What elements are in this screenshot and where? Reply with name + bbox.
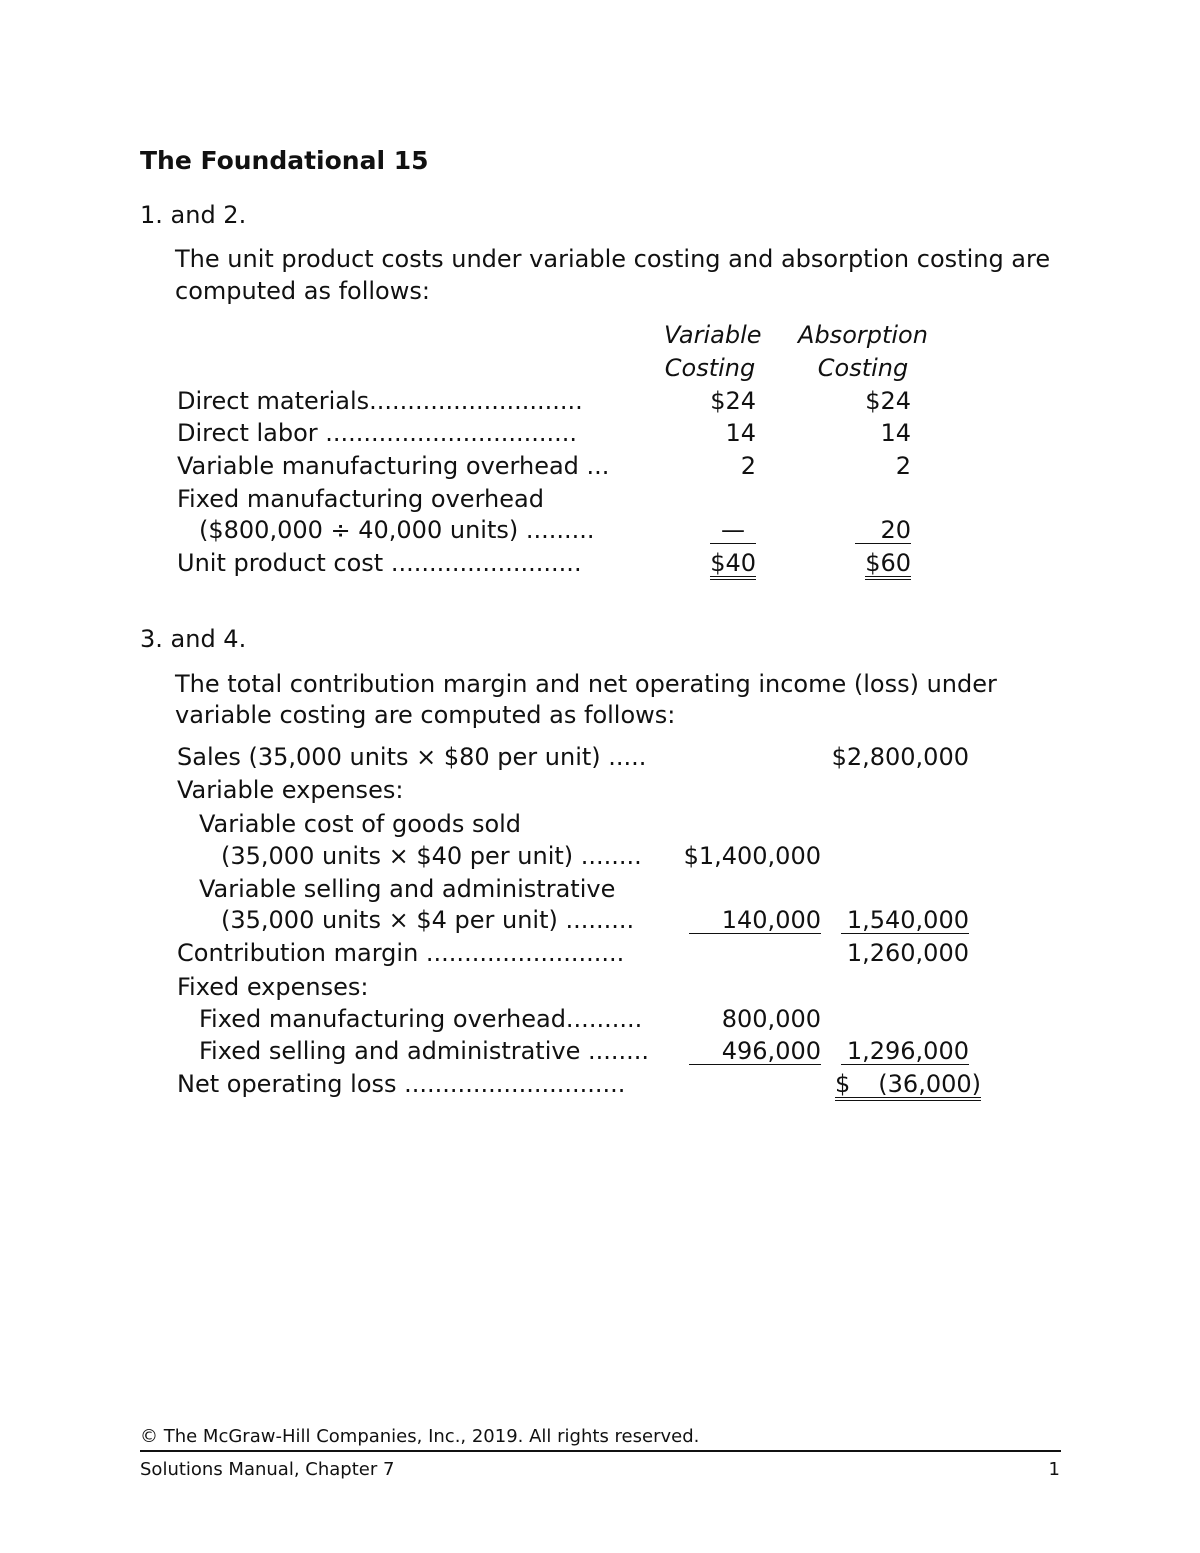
col-header-variable-1: Variable xyxy=(664,321,762,349)
table-row xyxy=(0,877,1200,905)
page-number: 1 xyxy=(1048,1459,1060,1480)
absorption-value: $60 xyxy=(865,551,911,580)
table-row xyxy=(0,518,1200,546)
col-header-variable-2: Costing xyxy=(664,354,756,382)
copyright-notice: © The McGraw-Hill Companies, Inc., 2019. All rights reserved. xyxy=(140,1426,700,1447)
table-row xyxy=(0,941,1200,969)
table-row xyxy=(0,389,1200,417)
table-row xyxy=(0,745,1200,773)
mid-value: 140,000 xyxy=(689,908,821,934)
table-row xyxy=(0,975,1200,1003)
absorption-value: 2 xyxy=(895,452,911,480)
table-row xyxy=(0,1007,1200,1035)
row-label: Variable expenses: xyxy=(177,776,404,804)
right-value: $2,800,000 xyxy=(831,743,969,771)
section2-intro-line1: The total contribution margin and net operating income (loss) under xyxy=(175,670,997,698)
right-value: (36,000) xyxy=(878,1070,981,1098)
col-header-absorption-2: Costing xyxy=(817,354,909,382)
row-label: ($800,000 ÷ 40,000 units) ......... xyxy=(199,516,595,544)
absorption-value: 14 xyxy=(880,419,911,447)
row-label: Variable manufacturing overhead ... xyxy=(177,452,610,480)
variable-value: 2 xyxy=(740,452,756,480)
table-row xyxy=(0,551,1200,579)
currency-symbol: $ xyxy=(835,1070,851,1098)
table-row xyxy=(0,812,1200,840)
row-label: Direct materials............................ xyxy=(177,387,583,415)
row-label: Fixed selling and administrative ........ xyxy=(199,1037,650,1065)
section1-intro-line1: The unit product costs under variable costing and absorption costing are xyxy=(175,245,1051,273)
section1-intro-line2: computed as follows: xyxy=(175,277,430,305)
right-value: 1,260,000 xyxy=(846,939,969,967)
row-label: (35,000 units × $40 per unit) ........ xyxy=(221,842,642,870)
right-value: 1,540,000 xyxy=(841,908,969,934)
mid-value: 800,000 xyxy=(721,1005,821,1033)
page-title: The Foundational 15 xyxy=(140,146,429,175)
variable-value: — xyxy=(710,518,756,544)
row-label: Variable selling and administrative xyxy=(199,875,616,903)
row-label: (35,000 units × $4 per unit) ......... xyxy=(221,906,635,934)
variable-value: $24 xyxy=(710,387,756,415)
row-label: Contribution margin .......................... xyxy=(177,939,625,967)
row-label: Direct labor ................................. xyxy=(177,419,578,447)
absorption-value: $24 xyxy=(865,387,911,415)
section2-intro-line2: variable costing are computed as follows: xyxy=(175,701,676,729)
table-row xyxy=(0,421,1200,449)
row-label: Fixed manufacturing overhead xyxy=(177,485,544,513)
mid-value: 496,000 xyxy=(689,1039,821,1065)
net-loss-value xyxy=(835,1072,981,1101)
row-label: Fixed manufacturing overhead.......... xyxy=(199,1005,643,1033)
section-heading-1-2: 1. and 2. xyxy=(140,201,247,229)
variable-value: $40 xyxy=(710,551,756,580)
section-heading-3-4: 3. and 4. xyxy=(140,625,247,653)
right-value: 1,296,000 xyxy=(841,1039,969,1065)
table-row xyxy=(0,487,1200,515)
table-row xyxy=(0,454,1200,482)
table-row xyxy=(0,1072,1200,1100)
absorption-value: 20 xyxy=(855,518,911,544)
col-header-absorption-1: Absorption xyxy=(798,321,928,349)
row-label: Fixed expenses: xyxy=(177,973,369,1001)
table-row xyxy=(0,1039,1200,1067)
footer-chapter: Solutions Manual, Chapter 7 xyxy=(140,1459,395,1480)
row-label: Variable cost of goods sold xyxy=(199,810,522,838)
row-label: Net operating loss ............................. xyxy=(177,1070,626,1098)
table-row xyxy=(0,844,1200,872)
row-label: Unit product cost ......................... xyxy=(177,549,582,577)
variable-value: 14 xyxy=(725,419,756,447)
table-row xyxy=(0,908,1200,936)
table-row xyxy=(0,778,1200,806)
mid-value: $1,400,000 xyxy=(683,842,821,870)
footer-divider xyxy=(140,1450,1061,1452)
row-label: Sales (35,000 units × $80 per unit) ..... xyxy=(177,743,647,771)
